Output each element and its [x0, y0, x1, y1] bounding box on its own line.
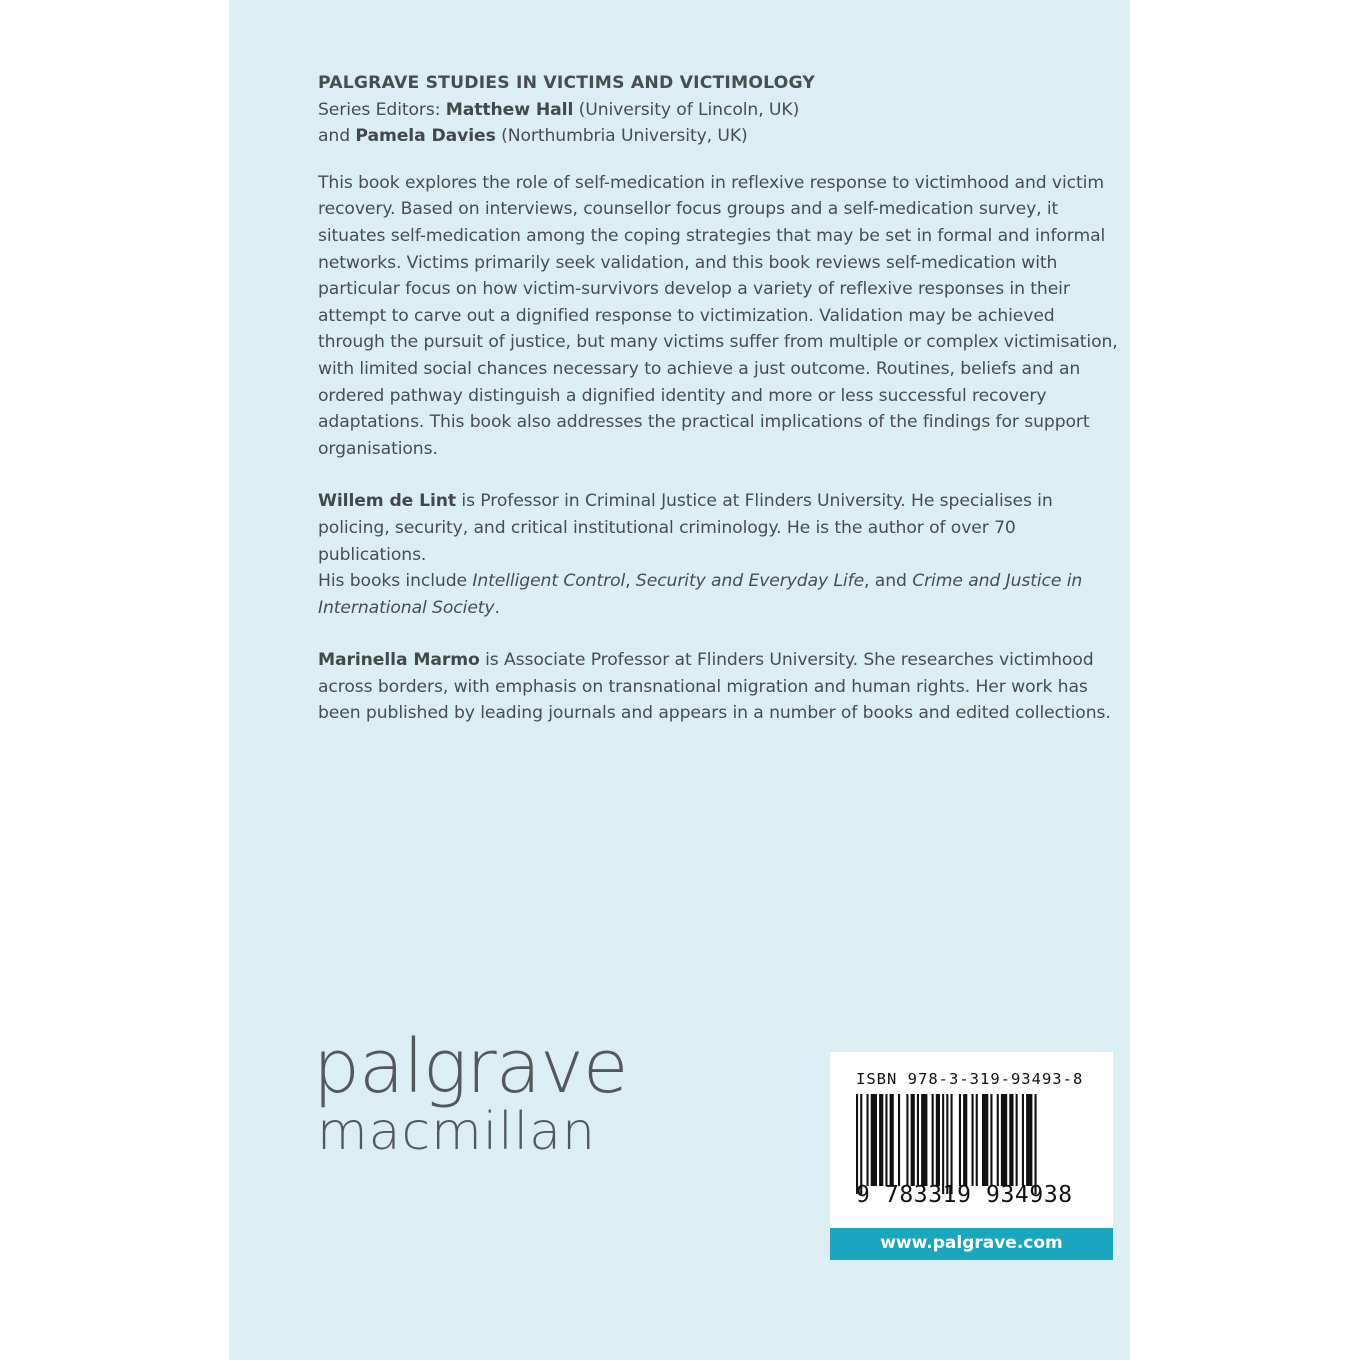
- publisher-url: www.palgrave.com: [830, 1228, 1113, 1260]
- author1-name: Willem de Lint: [318, 491, 457, 512]
- separator: ,: [625, 571, 636, 592]
- and-text: and: [318, 126, 356, 147]
- author2-bio-text: is Associate Professor at Flinders University. She researches victimhood across borders, with emphasis on transnational migration and human rights. Her work has been published by leading journals and appears in a number of books and edited collections.: [318, 650, 1111, 724]
- author2-bio: [318, 647, 1118, 727]
- barcode-icon: [856, 1094, 1082, 1194]
- back-cover: [229, 0, 1130, 1360]
- author1-bio-text: is Professor in Criminal Justice at Flinders University. He specialises in policing, security, and critical institutional criminology. He is the author of over 70 publications.: [318, 491, 1053, 565]
- palgrave-macmillan-logo: [313, 1024, 628, 1162]
- series-title: PALGRAVE STUDIES IN VICTIMS AND VICTIMOLOGY: [318, 73, 816, 93]
- isbn-label: ISBN 978-3-319-93493-8: [856, 1070, 1084, 1088]
- editor2-name: Pamela Davies: [355, 126, 496, 147]
- logo-palgrave: palgrave: [313, 1024, 628, 1110]
- book-title-1: Intelligent Control: [472, 571, 626, 592]
- author1-books-intro: His books include: [318, 571, 473, 592]
- editor2-affiliation: (Northumbria University, UK): [495, 126, 748, 147]
- cover-text: [318, 70, 1118, 753]
- barcode-digits: 9 783319 934938: [856, 1182, 1073, 1208]
- editors-prefix: Series Editors:: [318, 99, 446, 120]
- period: .: [494, 597, 500, 618]
- series-block: [318, 70, 1118, 150]
- book-description: This book explores the role of self-medication in reflexive response to victimhood and victim recovery. Based on interviews, counsellor focus groups and a self-medication survey, it situates self-medication among the coping strategies that may be set in formal and informal networks. Victims primarily seek validation, and this book reviews self-medication with particular focus on how victim-survivors develop a variety of reflexive responses in their attempt to carve out a dignified response to victimization. Validation may be achieved through the pursuit of justice, but many victims suffer from multiple or complex victimisation, with limited social chances necessary to achieve a just outcome. Routines, beliefs and an ordered pathway distinguish a dignified identity and more or less successful recovery adaptations. This book also addresses the practical implications of the findings for support organisations.: [318, 172, 1118, 459]
- series-editors-line-2: [318, 123, 1118, 150]
- editor1-affiliation: (University of Lincoln, UK): [573, 99, 800, 120]
- book-title-2: Security and Everyday Life: [635, 571, 865, 592]
- book-title-3: Crime and Justice in International Society: [318, 571, 1083, 618]
- author2-name: Marinella Marmo: [318, 650, 480, 671]
- editor1-name: Matthew Hall: [445, 99, 574, 120]
- separator: , and: [864, 571, 913, 592]
- series-editors-line: [318, 97, 1118, 124]
- author1-bio: [318, 488, 1118, 621]
- logo-macmillan: macmillan: [317, 1102, 596, 1162]
- barcode-box: [830, 1052, 1113, 1260]
